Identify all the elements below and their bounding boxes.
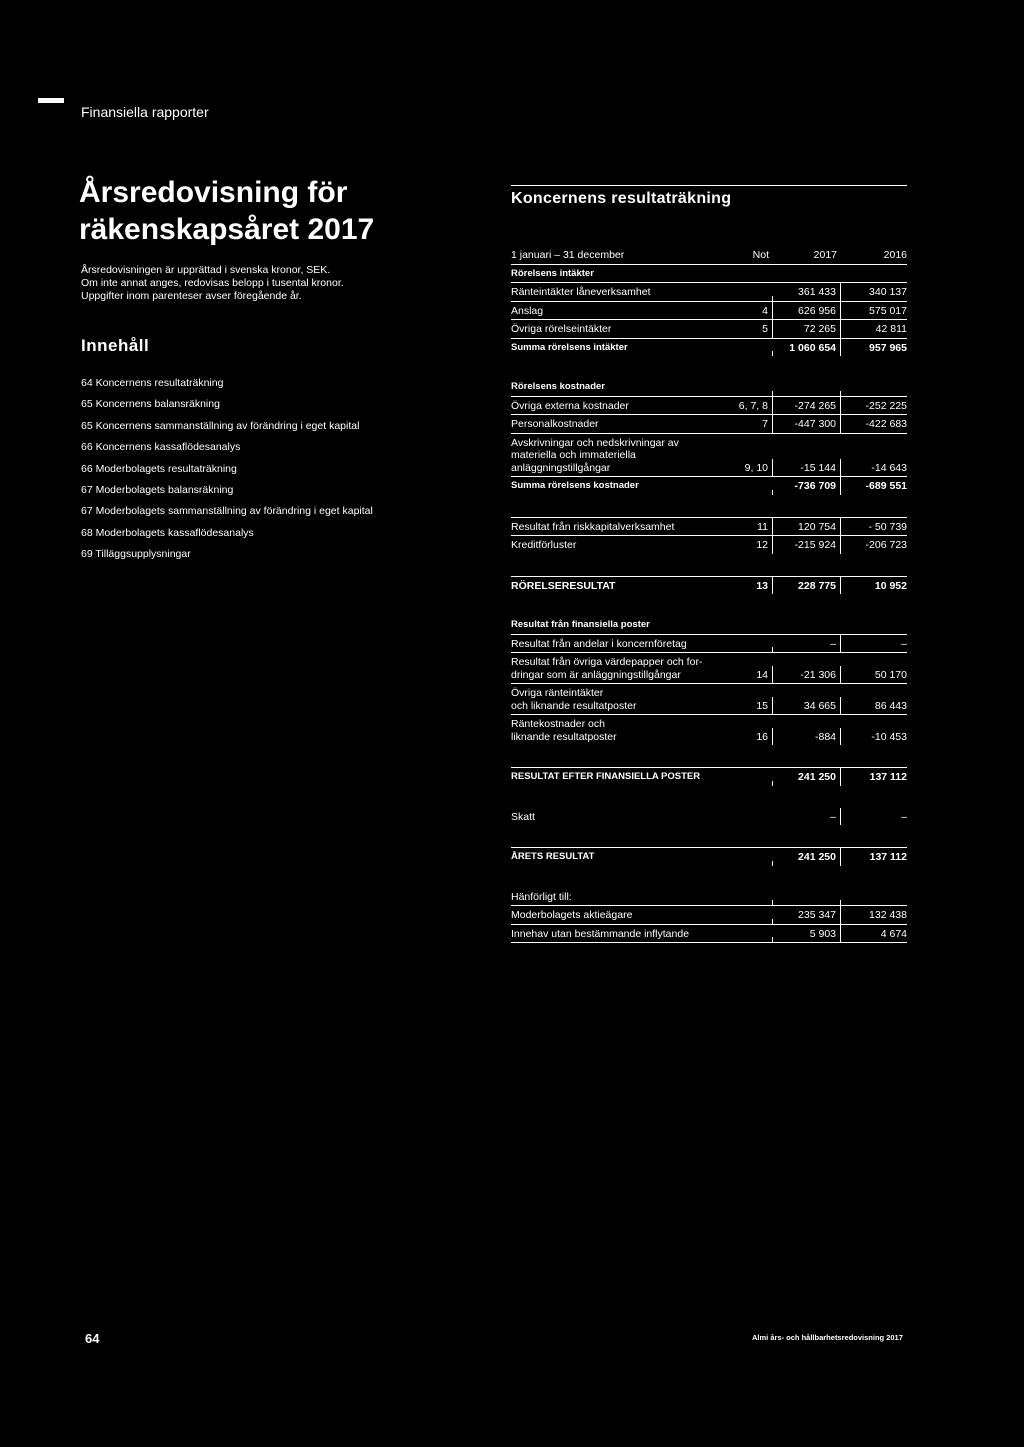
row-value-2016: -689 551 (865, 480, 907, 492)
row-value-2016 (841, 391, 907, 396)
table-row (511, 282, 907, 302)
intro-text (81, 264, 381, 303)
row-label: Innehav utan bestämmande inflytande (511, 927, 690, 940)
row-label (511, 434, 733, 477)
row-value-2017: -736 709 (773, 477, 841, 495)
row-value-2017: 72 265 (773, 320, 841, 338)
table-row (511, 715, 907, 745)
table-row (511, 320, 907, 339)
row-note (733, 296, 773, 301)
row-note: 16 (733, 728, 773, 746)
row-value-2017: 241 250 (773, 848, 841, 866)
row-label: Ränteintäkter låneverksamhet (511, 286, 651, 298)
row-value-2017: – (773, 635, 841, 653)
row-value-2016: -14 643 (871, 461, 907, 474)
statement-header-row (511, 246, 907, 265)
section-heading-row (511, 616, 907, 635)
row-note (733, 781, 773, 786)
contents-heading: Innehåll (81, 336, 150, 355)
row-label: Anslag (511, 304, 544, 317)
section-heading-row (511, 378, 907, 397)
table-row (511, 302, 907, 321)
row-note: 14 (733, 666, 773, 684)
row-note: 13 (733, 577, 773, 595)
row-value-2017: 228 775 (773, 577, 841, 595)
row-note (733, 629, 773, 634)
row-value-2016: 132 438 (869, 909, 907, 921)
net-result-row (511, 847, 907, 866)
row-label-line: liknande resultatposter (511, 730, 617, 743)
row-value-2017: 120 754 (773, 518, 841, 536)
table-row (511, 635, 907, 654)
row-value-2017: -21 306 (773, 666, 841, 684)
table-row (511, 906, 907, 925)
row-value-2017: 5 903 (773, 925, 841, 943)
row-label: Resultat från finansiella poster (511, 619, 650, 630)
row-label: Övriga rörelseintäkter (511, 323, 612, 335)
row-value-2016: 340 137 (869, 286, 907, 298)
row-value-2016: -206 723 (865, 539, 907, 551)
row-label: ÅRETS RESULTAT (511, 851, 595, 862)
table-row (511, 888, 907, 907)
row-label-line: materiella och immateriella (511, 449, 636, 461)
row-note: 5 (733, 320, 773, 338)
row-value-2016 (841, 629, 907, 634)
toc-item[interactable]: 64 Koncernens resultaträkning (81, 377, 224, 389)
row-value-2017: 1 060 654 (773, 339, 841, 357)
row-label: Kreditförluster (511, 539, 577, 551)
section-marker (38, 98, 64, 103)
year-2016-header: 2016 (883, 249, 907, 261)
section-heading-row (511, 265, 907, 283)
row-note (733, 861, 773, 866)
row-value-2017: -215 924 (773, 536, 841, 554)
table-row (511, 397, 907, 416)
page-title-line1: Årsredovisning för (79, 176, 348, 209)
row-value-2017: 361 433 (773, 283, 841, 301)
row-value-2016: – (901, 637, 907, 650)
table-row (511, 536, 907, 554)
row-value-2017: 626 956 (773, 302, 841, 320)
operating-result-row (511, 576, 907, 595)
row-label: Summa rörelsens intäkter (511, 341, 628, 353)
table-row (511, 684, 907, 715)
toc-item[interactable]: 67 Moderbolagets sammanställning av förändring i eget kapital (81, 505, 373, 518)
total-row (511, 339, 907, 357)
row-note (733, 919, 773, 924)
toc-item[interactable]: 65 Koncernens sammanställning av förändring i eget kapital (81, 419, 360, 432)
year-2017-header: 2017 (813, 249, 837, 261)
row-value-2016: 575 017 (869, 304, 907, 317)
row-label-line: anläggningstillgångar (511, 461, 611, 474)
row-label: Skatt (511, 810, 535, 823)
row-note: 15 (733, 697, 773, 715)
row-value-2017: – (773, 808, 841, 826)
total-row (511, 477, 907, 495)
row-label-line: Räntekostnader och (511, 718, 605, 730)
toc-item[interactable]: 66 Koncernens kassaflödesanalys (81, 441, 241, 454)
row-note (733, 490, 773, 495)
row-note (733, 351, 773, 356)
row-value-2016 (841, 900, 907, 905)
row-value-2016: 137 112 (869, 851, 907, 863)
income-statement (511, 246, 907, 943)
row-value-2016: 10 952 (874, 579, 907, 592)
row-value-2017: -15 144 (773, 459, 841, 477)
row-note: 9, 10 (733, 459, 773, 477)
row-label: Hänförligt till: (511, 890, 572, 903)
section-label: Finansiella rapporter (81, 104, 209, 120)
row-label: Övriga externa kostnader (511, 399, 629, 412)
row-label (511, 684, 733, 714)
table-row (511, 925, 907, 944)
row-note (733, 900, 773, 905)
publication-footer: Almi års- och hållbarhetsredovisning 2017 (752, 1333, 903, 1342)
page-number: 64 (85, 1331, 100, 1346)
row-note: 7 (733, 415, 773, 433)
row-label: Resultat från riskkapitalverksamhet (511, 520, 675, 533)
row-value-2017: 235 347 (773, 906, 841, 924)
row-note: 11 (733, 518, 773, 536)
row-label: Summa rörelsens kostnader (511, 480, 639, 491)
row-label (511, 653, 733, 683)
row-value-2016: 86 443 (874, 699, 907, 712)
row-value-2017: 241 250 (773, 768, 841, 786)
row-note: 12 (733, 536, 773, 554)
toc-item[interactable]: 65 Koncernens balansräkning (81, 398, 220, 411)
row-note (733, 391, 773, 396)
row-label: Personalkostnader (511, 418, 599, 430)
row-value-2016: 4 674 (880, 927, 907, 940)
row-value-2017: -274 265 (773, 397, 841, 415)
row-label-line: Avskrivningar och nedskrivningar av (511, 436, 679, 449)
intro-line: Uppgifter inom parenteser avser föregående år. (81, 290, 302, 302)
row-value-2017: -884 (773, 728, 841, 746)
row-label (511, 715, 733, 745)
row-value-2017 (773, 900, 841, 905)
page-title-line2: räkenskapsåret 2017 (79, 213, 375, 246)
row-note (733, 647, 773, 652)
row-value-2016: 137 112 (869, 771, 907, 783)
period-header: 1 januari – 31 december (511, 249, 625, 261)
intro-line: Om inte annat anges, redovisas belopp i tusental kronor. (81, 277, 344, 289)
row-value-2017 (773, 629, 841, 634)
row-value-2017: -447 300 (773, 415, 841, 433)
row-label: RESULTAT EFTER FINANSIELLA POSTER (511, 771, 701, 782)
row-label-line: och liknande resultatposter (511, 699, 637, 712)
report-title: Koncernens resultaträkning (511, 190, 732, 207)
row-note: 6, 7, 8 (733, 397, 773, 415)
table-row (511, 517, 907, 537)
toc-item[interactable]: 69 Tilläggsupplysningar (81, 548, 191, 561)
row-note (733, 820, 773, 825)
row-label-line: dringar som är anläggningstillgångar (511, 668, 681, 681)
toc-item[interactable]: 67 Moderbolagets balansräkning (81, 483, 234, 496)
result-after-financial-row (511, 767, 907, 786)
row-note: 4 (733, 302, 773, 320)
row-note (733, 937, 773, 942)
row-label: RÖRELSERESULTAT (511, 579, 616, 592)
page-title (79, 174, 409, 248)
row-value-2016: 957 965 (869, 341, 907, 354)
row-value-2016: - 50 739 (868, 520, 907, 533)
row-label: Rörelsens kostnader (511, 381, 605, 392)
row-label: Rörelsens intäkter (511, 267, 594, 279)
row-value-2017: 34 665 (773, 697, 841, 715)
row-label: Moderbolagets aktieägare (511, 909, 633, 921)
toc-item[interactable]: 66 Moderbolagets resultaträkning (81, 462, 237, 475)
row-label-line: Resultat från övriga värdepapper och for- (511, 656, 703, 668)
report-title-rule (511, 185, 907, 186)
table-row (511, 415, 907, 434)
row-label: Resultat från andelar i koncernföretag (511, 637, 687, 650)
row-value-2016: -422 683 (865, 418, 907, 430)
row-value-2016: 42 811 (875, 323, 907, 335)
table-row (511, 653, 907, 684)
intro-line: Årsredovisningen är upprättad i svenska kronor, SEK. (81, 264, 331, 276)
row-value-2017 (773, 391, 841, 396)
row-label-line: Övriga ränteintäkter (511, 687, 604, 699)
note-header: Not (752, 249, 769, 261)
table-row (511, 434, 907, 478)
row-value-2016: -10 453 (871, 730, 907, 743)
table-row (511, 808, 907, 826)
row-value-2016: – (901, 810, 907, 823)
row-value-2016: 50 170 (874, 668, 907, 681)
row-value-2016: -252 225 (865, 399, 907, 412)
table-of-contents (81, 376, 373, 569)
toc-item[interactable]: 68 Moderbolagets kassaflödesanalys (81, 526, 254, 539)
